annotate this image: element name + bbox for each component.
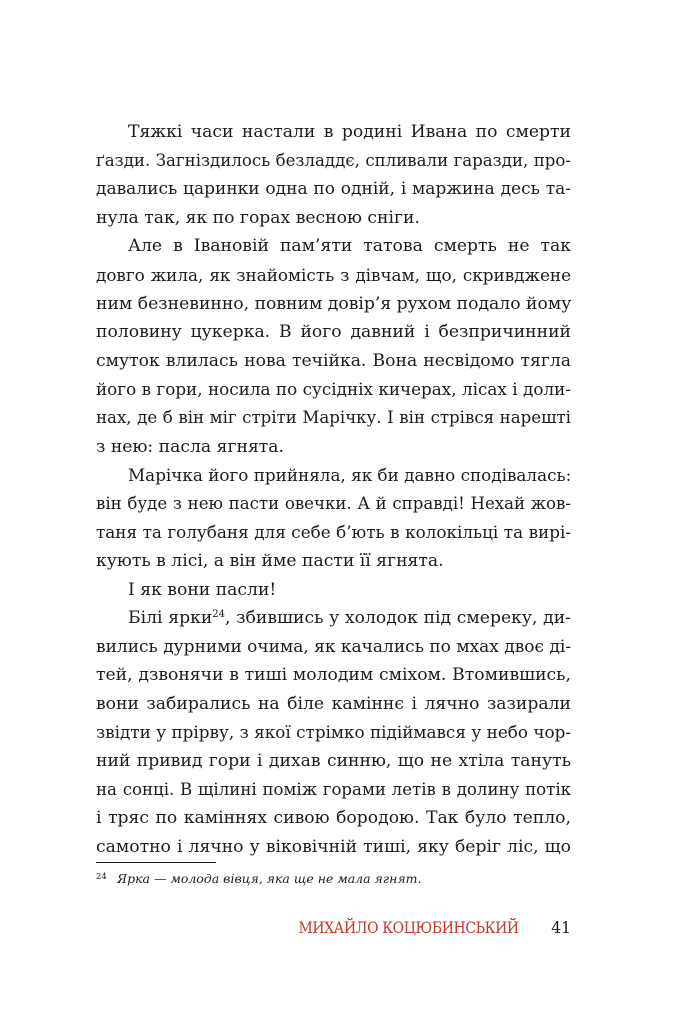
page-number: 41 — [551, 919, 571, 937]
footnote-text: Ярка — молода вівця, яка ще не мала ягнят. — [117, 871, 422, 886]
text-line: давались царинки одна по одній, і маржина десь та- — [96, 179, 571, 200]
body-text — [96, 118, 571, 861]
text-line: Тяжкі часи настали в родині Ивана по смерти — [128, 122, 571, 142]
text-line: нах, де б він міг стріти Марічку. І він стрівся нарешті — [96, 407, 571, 427]
text-line: половину цукерка. В його давний і безпричинний — [96, 322, 571, 343]
text-line: Марічка його прийняла, як би давно сподівалась: — [128, 465, 572, 486]
text-line: ний привид гори і дихав синню, що не хтіла тануть — [96, 751, 571, 772]
text-line: і тряс по каміннях сивою бородою. Так було тепло, — [96, 808, 571, 829]
text-line: ним безневинно, повним довір’я рухом подало йому — [96, 293, 572, 314]
text-line: він буде з нею пасти овечки. А й справді! Нехай жов- — [96, 493, 571, 513]
footnote-number: 24 — [96, 872, 107, 882]
running-footer — [96, 917, 571, 939]
text-line: смуток влилась нова течійка. Вона несвідомо тягла — [96, 350, 571, 371]
text-line — [96, 604, 571, 633]
text-line: Але в Івановій пам’яти татова смерть не так — [128, 236, 571, 257]
text-line: вились дурними очима, як качались по мхах двоє ді- — [96, 636, 572, 657]
footnote — [96, 868, 571, 888]
text-line: довго жила, як знайомість з дівчам, що, скривджене — [96, 264, 571, 285]
text-line: з нею: пасла ягнята. — [96, 436, 285, 457]
text-line: самотно і лячно у віковічній тиші, яку беріг ліс, що — [96, 836, 571, 857]
author-name: МИХАЙЛО КОЦЮБИНСЬКИЙ — [298, 919, 519, 937]
text-line: таня та голубаня для себе б’ють в колокільці та вирі- — [96, 522, 571, 543]
text-line: його в гори, носила по сусідніх кичерах, лісах і доли- — [96, 379, 571, 400]
text-line: тей, дзвонячи в тиші молодим сміхом. Втомившись, — [96, 665, 571, 686]
text-line: вони забирались на біле каміннє і лячно зазирали — [96, 693, 571, 714]
text-fragment: , збившись у холодок під смереку, ди- — [225, 608, 571, 629]
text-line: ґазди. Загніздилось безладдє, спливали гаразди, про- — [96, 150, 571, 170]
footnote-reference[interactable]: 24 — [212, 609, 226, 621]
text-line: на сонці. В щілині поміж горами летів в долину потік — [96, 779, 571, 799]
text-line: І як вони пасли! — [128, 579, 277, 600]
text-line: кують в лісі, а він йме пасти її ягнята. — [96, 550, 444, 571]
text-fragment: Білі ярки — [128, 608, 213, 629]
text-line: нула так, як по горах весною сніги. — [96, 207, 420, 228]
text-line: звідти у прірву, з якої стрімко підіймався у небо чор- — [96, 722, 571, 743]
footnote-divider — [96, 862, 216, 863]
